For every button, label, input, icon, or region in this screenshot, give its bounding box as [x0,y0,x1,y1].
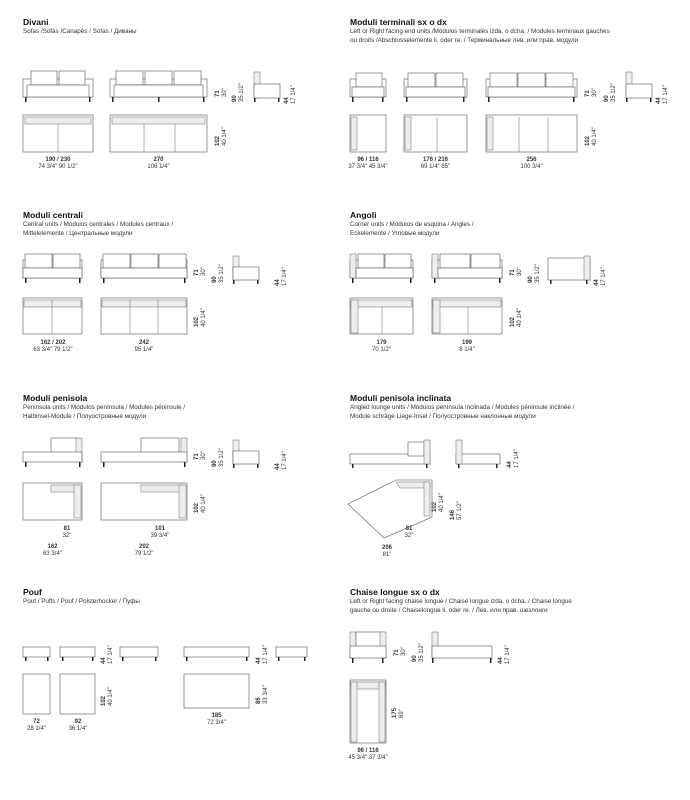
divani-title: Divani [23,17,49,27]
terminali-width-3: 256 100 3/4" [520,157,543,170]
centrali-side [231,256,261,286]
centrali-front-large [101,254,187,286]
inclinata-plan [348,480,438,538]
terminali-height-back: 90 35 1/2" [604,83,617,102]
divani-plan-small [23,115,93,152]
inclinata-front-2 [456,440,500,470]
chaise-height-armrest: 44 17 1/4" [498,645,511,664]
terminali-plan-1 [350,115,386,152]
pouf-side [120,647,158,663]
inclinata-width-81: 81 32" [404,526,414,539]
inclinata-width-206: 206 81" [381,545,392,558]
terminali-plan-2 [404,115,467,152]
pouf-front-small [23,647,50,663]
angoli-height-seat: 71 30" [510,267,523,276]
pouf-height-1: 44 17 1/4" [101,645,114,664]
angoli-plan-2 [432,298,502,334]
chaise-title: Chaise longue sx o dx [350,587,440,597]
pouf-depth-102: 102 40 1/4" [101,687,114,706]
terminali-subtitle: Left or Right facing end units /Módulos terminales izda. o dcha. / Modules terminaux gauches ou droits /Abschlusselemente li. oder re. / Терминальные лев. или прав. модули [350,28,610,44]
chaise-height-back: 90 35 1/2" [412,643,425,662]
angoli-width-1: 179 70 1/2" [372,340,391,353]
inclinata-depth-146: 146 57 1/2" [450,501,463,520]
penisola-width-small: 162 63 3/4" [43,544,62,557]
terminali-depth: 102 40 1/4" [585,127,598,146]
angoli-title: Angoli [350,210,377,220]
penisola-plan-small [23,483,82,520]
chaise-plan [350,680,386,743]
angoli-side [548,256,590,286]
divani-height-back: 90 35 1/2" [232,83,245,102]
centrali-title: Moduli centrali [23,210,83,220]
angoli-subtitle: Corner units / Módulos de esquina / Angles / Eckelemente / Угловые модули [350,221,474,237]
divani-depth: 102 40 1/4" [215,127,228,146]
terminali-front-3 [486,73,577,105]
divani-width-large: 270 106 1/4" [147,157,170,170]
centrali-width-large: 242 95 1/4" [134,340,154,353]
terminali-plan-3 [486,115,577,152]
chaise-side [430,632,495,666]
pouf-width-185: 185 72 3/4" [207,713,226,726]
penisola-plan-large [101,483,187,520]
penisola-width-large: 202 79 1/2" [134,544,154,557]
centrali-front-small [23,254,82,286]
terminali-width-2: 176 / 216 69 1/4" 85" [420,157,451,170]
angoli-height-armrest: 44 17 1/4" [594,267,607,286]
centrali-height-armrest: 44 17 1/4" [275,267,288,286]
penisola-height-armrest: 44 17 1/4" [275,451,288,470]
penisola-height-seat: 71 30" [194,451,207,460]
pouf-height-2: 44 17 1/4" [256,645,269,664]
centrali-height-seat: 71 30" [194,267,207,276]
penisola-title: Moduli penisola [23,393,88,403]
terminali-height-seat: 71 30" [585,88,598,97]
pouf-subtitle: Pouf / Puffs / Pouf / Polsterhocker / Пуфы [23,598,140,605]
divani-subtitle: Sofas /Sofás /Canapés / Sofas / Диваны [23,28,137,35]
penisola-front-small [23,438,82,470]
divani-height-seat: 71 30" [215,88,228,97]
pouf-plan-medium [60,674,95,714]
terminali-front-1 [350,73,386,105]
centrali-plan-large [101,298,187,334]
divani-width-small: 190 / 230 74 3/4" 90 1/2" [38,157,78,170]
terminali-width-1: 96 / 116 37 3/4" 45 3/4" [348,157,388,170]
terminali-title: Moduli terminali sx o dx [350,17,447,27]
angoli-front-1 [350,254,413,286]
penisola-height-back: 90 35 1/2" [212,448,225,467]
penisola-width-81: 81 32" [62,526,72,539]
angoli-plan-1 [350,298,413,334]
chaise-depth: 175 69" [392,707,405,718]
chaise-width: 96 / 116 45 3/4" 37 3/4" [348,748,388,761]
pouf-front-medium [60,647,95,663]
centrali-height-back: 90 35 1/2" [212,264,225,283]
inclinata-subtitle: Angled lounge units / Módulos península inclinada / Modules péninsule inclinée / Module schräge Liege-Insel / Полуостровные наклонные модули [350,404,575,420]
pouf-plan-small [23,674,50,714]
angoli-height-back: 90 35 1/2" [528,264,541,283]
pouf-width-72: 72 28 1/4" [27,719,46,732]
penisola-subtitle: Peninsula units / Módulos península / Modules péninsule / Halbinsel-Module / Полуостровные модули [23,404,186,420]
penisola-depth: 102 40 1/4" [194,494,207,513]
centrali-subtitle: Central units / Módulos centrales / Modules centraux / Mittelelemente / Центральные модули [23,221,174,237]
penisola-front-large [101,438,187,470]
pouf-title: Pouf [23,587,42,597]
angoli-width-2: 199 8 1/4" [459,340,475,353]
divani-height-armrest: 44 17 1/4" [284,85,297,104]
pouf-plan-large [184,674,249,708]
inclinata-title: Moduli penisola inclinata [350,393,452,403]
inclinata-depth-102: 102 40 1/4" [432,493,445,512]
penisola-side [231,440,261,470]
penisola-width-101: 101 39 3/4" [150,526,170,539]
inclinata-height-armrest: 44 17 1/4" [507,449,520,468]
divani-front-small [23,71,93,105]
centrali-depth: 102 40 1/4" [194,308,207,327]
terminali-height-armrest: 44 17 1/4" [656,85,669,104]
terminali-side [624,72,654,104]
divani-side [252,72,282,104]
angoli-front-2 [432,254,502,286]
chaise-height-seat: 71 30" [394,647,407,656]
terminali-front-2 [404,73,467,105]
pouf-side-2 [276,647,307,663]
pouf-front-large [184,647,249,663]
chaise-front [350,632,386,666]
angoli-depth: 102 40 1/4" [510,308,523,327]
pouf-depth-86: 86 33 3/4" [256,685,269,704]
divani-front-large [110,71,207,105]
pouf-width-92: 92 36 1/4" [68,719,88,732]
inclinata-front-1 [350,440,430,470]
centrali-plan-small [23,298,82,334]
chaise-subtitle: Left or Right facing chaise longue / Chaise longue izda. o dcha. / Chaise longue gauche ou droite / Chaiselongue li. oder re. / Лев. или прав. шезлонги [350,598,572,614]
centrali-width-small: 162 / 202 63 3/4" 79 1/2" [33,340,73,353]
divani-plan-large [110,115,207,152]
